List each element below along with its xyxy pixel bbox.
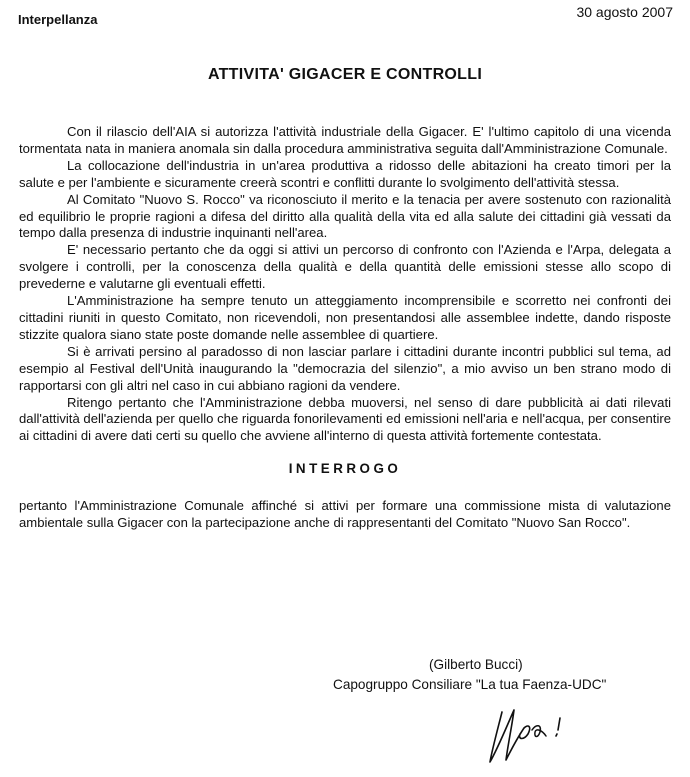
paragraph-6: Si è arrivati persino al paradosso di non lasciar parlare i cittadini durante incontri pubblici sul tema, ad esempio al Festival dell'Unità inaugurando la "democrazia del silenzio", a mio avviso un ben strano modo di rapportarsi con gli altri nel caso in cui abbiano ragioni da vendere. xyxy=(19,343,671,393)
paragraph-1: Con il rilascio dell'AIA si autorizza l'attività industriale della Gigacer. E' l'ultimo capitolo di una vicenda tormentata nata in maniera anomala sin dalla procedura amministrativa seguita dall'Amministrazione Comunale. xyxy=(19,124,671,156)
document-date: 30 agosto 2007 xyxy=(576,4,673,20)
paragraph-5: L'Amministrazione ha sempre tenuto un atteggiamento incomprensibile e scorretto nei confronti dei cittadini riuniti in questo Comitato, non ricevendoli, non presentandosi alle assemblee indette, dando risposte stizzite qualora siano state poste domande nelle assemblee di quartiere. xyxy=(19,293,671,342)
document-body xyxy=(19,124,671,532)
paragraph-7: Ritengo pertanto che l'Amministrazione debba muoversi, nel senso di dare pubblicità ai dati rilevati dall'attività dell'azienda per quello che riguarda fonorilevamenti ed emissioni nell'aria e nell'acqua, per consentire ai cittadini di avere dati certi su quello che avviene all'interno di questa attività fortemente contestata. xyxy=(19,394,671,444)
signatory-role: Capogruppo Consiliare "La tua Faenza-UDC" xyxy=(333,677,607,692)
paragraph-4: E' necessario pertanto che da oggi si attivi un percorso di confronto con l'Azienda e l'Arpa, delegata a svolgere i controlli, per la conoscenza della qualità e della quantità delle emissioni stesse allo scopo di prevederne e valutarne gli eventuali effetti. xyxy=(19,242,671,292)
signature-block xyxy=(333,655,678,695)
signatory-name: (Gilberto Bucci) xyxy=(429,657,523,672)
document-title: ATTIVITA' GIGACER E CONTROLLI xyxy=(207,66,483,83)
handwritten-signature xyxy=(488,700,578,770)
request-paragraph: pertanto l'Amministrazione Comunale affinché si attivi per formare una commissione mista di valutazione ambientale sulla Gigacer con la partecipazione anche di rappresentanti del Comitato "Nuovo San Rocco". xyxy=(19,498,671,531)
paragraph-2: La collocazione dell'industria in un'area produttiva a ridosso delle abitazioni ha creato timori per la salute e per l'ambiente e sicuramente creerà scontri e conflitti durante lo svolgimento dell'attività stessa. xyxy=(19,157,671,190)
section-heading: INTERROGO xyxy=(288,461,402,477)
document-type-label: Interpellanza xyxy=(18,12,98,27)
paragraph-3: Al Comitato "Nuovo S. Rocco" va riconosciuto il merito e la tenacia per avere sostenuto con razionalità ed equilibrio le proprie ragioni a difesa del diritto alla qualità della vita ed alla salute dei cittadini già vessati da tempo dalla presenza di industrie inquinanti nell'area. xyxy=(19,191,671,241)
